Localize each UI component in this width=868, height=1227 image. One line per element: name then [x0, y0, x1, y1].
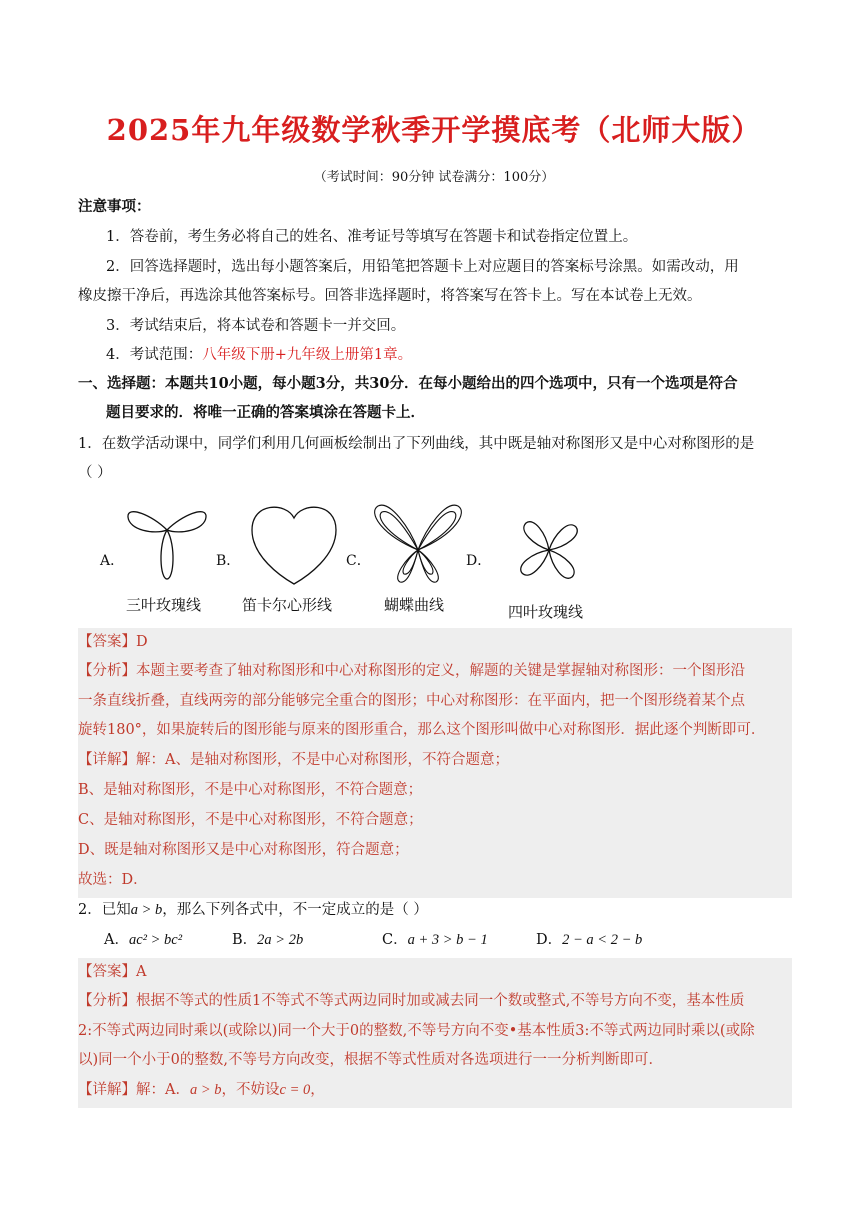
q2-analysis-1	[78, 991, 744, 1011]
q1-analysis-1	[78, 661, 745, 681]
q1-detail-4: D、既是轴对称图形又是中心对称图形，符合题意；	[78, 842, 409, 858]
q2-option-b	[232, 930, 303, 950]
q2-answer	[78, 962, 146, 982]
q1-option-b-label: B．	[216, 553, 241, 569]
q1-option-a-caption: 三叶玫瑰线	[126, 596, 202, 614]
q2-option-a	[104, 930, 182, 950]
q1-detail-2: B、是轴对称图形，不是中心对称图形，不符合题意；	[78, 782, 423, 798]
detail-tag: 【详解】	[78, 1082, 136, 1098]
q2-analysis-3: 以)同一个小于0的整数,不等号方向改变，根据不等式性质对各选项进行一一分析判断即可．	[78, 1052, 663, 1068]
note-2b: 橡皮擦干净后，再选涂其他答案标号。回答非选择题时，将答案写在答卡上。写在本试卷上无效。	[78, 288, 702, 304]
q1-paren: （ ）	[78, 465, 112, 481]
q2-analysis-2: 2:不等式两边同时乘以(或除以)同一个大于0的整数,不等号方向不变•基本性质3:不等式两边同时乘以(或除	[78, 1023, 755, 1039]
q1-option-a-label: A．	[100, 553, 125, 569]
note-4	[106, 345, 412, 365]
answer-tag: 【答案】	[78, 634, 136, 650]
q2-option-a-label: A．	[104, 932, 129, 948]
exam-info: （考试时间：90分钟 试卷满分：100分）	[313, 170, 555, 185]
q1-option-c-caption: 蝴蝶曲线	[384, 596, 445, 614]
section-heading-line1: 一、选择题：本题共10小题，每小题3分，共30分．在每小题给出的四个选项中，只有一个选项是符合	[78, 375, 738, 392]
analysis-text: 根据不等式的性质1不等式不等式两边同时加或减去同一个数或整式,不等号方向不变，基本性质	[136, 993, 745, 1009]
section-heading-line2: 题目要求的．将唯一正确的答案填涂在答题卡上．	[106, 404, 425, 421]
q1-analysis-2: 一条直线折叠，直线两旁的部分能够完全重合的图形；中心对称图形：在平面内，把一个图形绕着某个点	[78, 693, 745, 709]
note-4-prefix: 4．考试范围：	[106, 347, 203, 363]
q1-detail-1	[78, 750, 509, 770]
q2-option-c	[382, 930, 488, 950]
q1-detail-5: 故选：D．	[78, 872, 148, 888]
note-3: 3．考试结束后，将本试卷和答题卡一并交回。	[106, 318, 406, 334]
answer-value: A	[136, 964, 147, 980]
q2-stem-math: a > b	[130, 902, 163, 918]
analysis-tag: 【分析】	[78, 663, 136, 679]
cardioid-icon	[248, 498, 340, 588]
exam-scope: 八年级下册+九年级上册第1章。	[202, 347, 413, 363]
detail-math-2: c = 0	[279, 1082, 311, 1098]
note-1: 1．答卷前，考生务必将自己的姓名、准考证号等填写在答题卡和试卷指定位置上。	[106, 229, 638, 245]
q2-option-b-expr: 2a > 2b	[257, 932, 304, 948]
q1-option-d-label: D．	[466, 553, 492, 569]
q2-stem	[78, 900, 428, 920]
notes-heading: 注意事项：	[78, 198, 151, 215]
q2-option-d-label: D．	[536, 932, 563, 948]
four-leaf-rose-icon	[514, 515, 584, 585]
note-2a: 2．回答选择题时，选出每小题答案后，用铅笔把答题卡上对应题目的答案标号涂黑。如需改动，用	[106, 259, 739, 275]
three-leaf-rose-icon	[122, 495, 212, 585]
q2-option-d-expr: 2 − a < 2 − b	[562, 932, 643, 948]
q1-stem: 1．在数学活动课中，同学们利用几何画板绘制出了下列曲线，其中既是轴对称图形又是中心对称图形的是	[78, 436, 755, 452]
q1-analysis-3: 旋转180°，如果旋转后的图形能与原来的图形重合，那么这个图形叫做中心对称图形．据此逐个判断即可．	[78, 722, 766, 738]
q2-stem-prefix: 2．已知	[78, 902, 131, 918]
q2-option-a-expr: ac² > bc²	[128, 932, 183, 948]
detail-tag: 【详解】	[78, 752, 136, 768]
detail-mid: ，不妨设	[221, 1082, 280, 1098]
analysis-tag: 【分析】	[78, 993, 136, 1009]
q1-option-c-label: C．	[346, 553, 371, 569]
detail-math-1: a > b	[189, 1082, 222, 1098]
q2-stem-suffix: ，那么下列各式中，不一定成立的是（ ）	[162, 902, 428, 918]
q1-detail-3: C、是轴对称图形，不是中心对称图形，不符合题意；	[78, 812, 423, 828]
analysis-text: 本题主要考查了轴对称图形和中心对称图形的定义，解题的关键是掌握轴对称图形：一个图形沿	[136, 663, 745, 679]
q2-option-d	[536, 930, 642, 950]
answer-tag: 【答案】	[78, 964, 136, 980]
q1-option-d-caption: 四叶玫瑰线	[508, 603, 584, 621]
detail-suffix: ，	[310, 1082, 325, 1098]
q2-option-c-expr: a + 3 > b − 1	[407, 932, 488, 948]
butterfly-curve-icon	[370, 498, 466, 588]
q1-answer	[78, 632, 148, 652]
answer-value: D	[136, 634, 148, 650]
q2-option-c-label: C．	[382, 932, 408, 948]
q1-option-b-caption: 笛卡尔心形线	[242, 596, 333, 614]
detail-prefix: 解：A．	[136, 1082, 190, 1098]
q2-option-b-label: B．	[232, 932, 258, 948]
q2-detail	[78, 1080, 325, 1100]
detail-text: 解：A、是轴对称图形，不是中心对称图形，不符合题意；	[136, 752, 509, 768]
page-title: 2025年九年级数学秋季开学摸底考（北师大版）	[106, 113, 762, 147]
